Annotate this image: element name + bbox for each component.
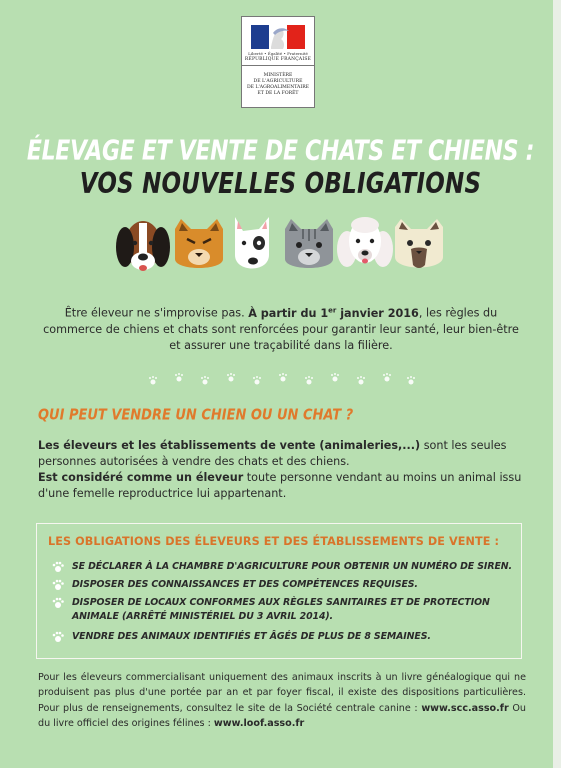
paw-print-icon: [227, 373, 235, 382]
paw-print-icon: [407, 376, 415, 385]
poodle-icon: [337, 217, 393, 267]
ministry-line: MINISTÈRE: [263, 73, 293, 78]
paw-print-icon: [357, 376, 365, 385]
intro-date: [248, 307, 419, 320]
paw-print-icon: [201, 376, 209, 385]
paw-print-icon: [149, 376, 157, 385]
intro-date-text: À partir du 1: [248, 306, 329, 320]
bull-terrier-icon: [235, 217, 269, 269]
section-heading: QUI PEUT VENDRE UN CHIEN OU UN CHAT ?: [38, 407, 354, 425]
who-bold-1: Les éleveurs et les établissements de vente (animaleries,...): [38, 439, 421, 452]
paw-print-icon: [383, 373, 391, 382]
intro-text-2: , les règles du commerce de chiens et chats sont renforcées pour garantir leur santé, leur bien-être et assurer une traçabilité dans la filière.: [43, 306, 519, 352]
ministry-logo: [241, 16, 315, 108]
paw-bullet-icon: [52, 561, 64, 573]
logo-divider: [242, 65, 314, 66]
logo-republic: RÉPUBLIQUE FRANÇAISE: [244, 57, 312, 62]
obligations-heading: LES OBLIGATIONS DES ÉLEVEURS ET DES ÉTABLISSEMENTS DE VENTE :: [48, 535, 500, 548]
siamese-cat-icon: [395, 219, 443, 268]
who-bold-2: Est considéré comme un éleveur: [38, 471, 244, 484]
paw-bullet-icon: [52, 579, 64, 591]
who-text-1: sont les seules personnes autorisées à vendre des chats et des chiens.: [38, 439, 507, 468]
paw-print-icon: [253, 376, 261, 385]
grey-cat-icon: [285, 219, 333, 268]
paw-print-icon: [279, 373, 287, 382]
page-edge: [553, 0, 561, 768]
intro-text-1: Être éleveur ne s'improvise pas.: [64, 306, 249, 320]
who-can-sell-text: [38, 438, 526, 502]
headline-line1: ÉLEVAGE ET VENTE DE CHATS ET CHIENS :: [26, 135, 535, 168]
paw-bullet-icon: [52, 631, 64, 643]
ministry-line: ET DE LA FORÊT: [257, 91, 299, 96]
animal-faces-row: [115, 215, 445, 275]
paw-bullet-icon: [52, 597, 64, 609]
obligation-text: VENDRE DES ANIMAUX IDENTIFIÉS ET ÂGÉS DE PLUS DE 8 SEMAINES.: [72, 631, 431, 642]
marianne-flag-icon: [251, 25, 305, 49]
intro-date-year: janvier 2016: [336, 306, 419, 320]
paw-trail: [145, 372, 420, 386]
paw-print-icon: [175, 373, 183, 382]
logo-motto: Liberté • Égalité • Fraternité: [248, 51, 308, 56]
footer-text-1: Pour les éleveurs commercialisant uniquement des animaux inscrits à un livre généalogique qui ne produisent pas plus d'une portée par an et par foyer fiscal, il existe des dispositions particulières. Pour plus de renseignements, consultez le site de la Société centrale canine :: [38, 672, 526, 714]
headline-line2: VOS NOUVELLES OBLIGATIONS: [79, 167, 482, 201]
paw-print-icon: [305, 376, 313, 385]
footer-text-2: Ou du livre officiel des origines félines :: [38, 702, 526, 730]
paw-print-icon: [331, 373, 339, 382]
intro-paragraph: [38, 302, 524, 354]
loof-link[interactable]: www.loof.asso.fr: [213, 718, 305, 730]
footer-paragraph: [38, 670, 526, 732]
ministry-line: DE L'AGROALIMENTAIRE: [246, 85, 310, 90]
obligation-text: DISPOSER DES CONNAISSANCES ET DES COMPÉTENCES REQUISES.: [72, 579, 418, 590]
obligation-text: DISPOSER DE LOCAUX CONFORMES AUX RÈGLES SANITAIRES ET DE PROTECTION ANIMALE (ARRÊTÉ MINISTÉRIEL DU 3 AVRIL 2014).: [72, 597, 490, 622]
logo-ministry: [244, 73, 312, 97]
intro-date-sup: er: [328, 306, 337, 314]
beagle-icon: [116, 221, 170, 271]
cat-icon: [175, 219, 223, 268]
ministry-line: DE L'AGRICULTURE: [253, 79, 303, 84]
obligation-text: SE DÉCLARER À LA CHAMBRE D'AGRICULTURE POUR OBTENIR UN NUMÉRO DE SIREN.: [72, 561, 512, 572]
scc-link[interactable]: www.scc.asso.fr: [421, 702, 509, 714]
who-text-2: toute personne vendant au moins un animal issu d'une femelle reproductrice lui appartenant.: [38, 471, 522, 500]
